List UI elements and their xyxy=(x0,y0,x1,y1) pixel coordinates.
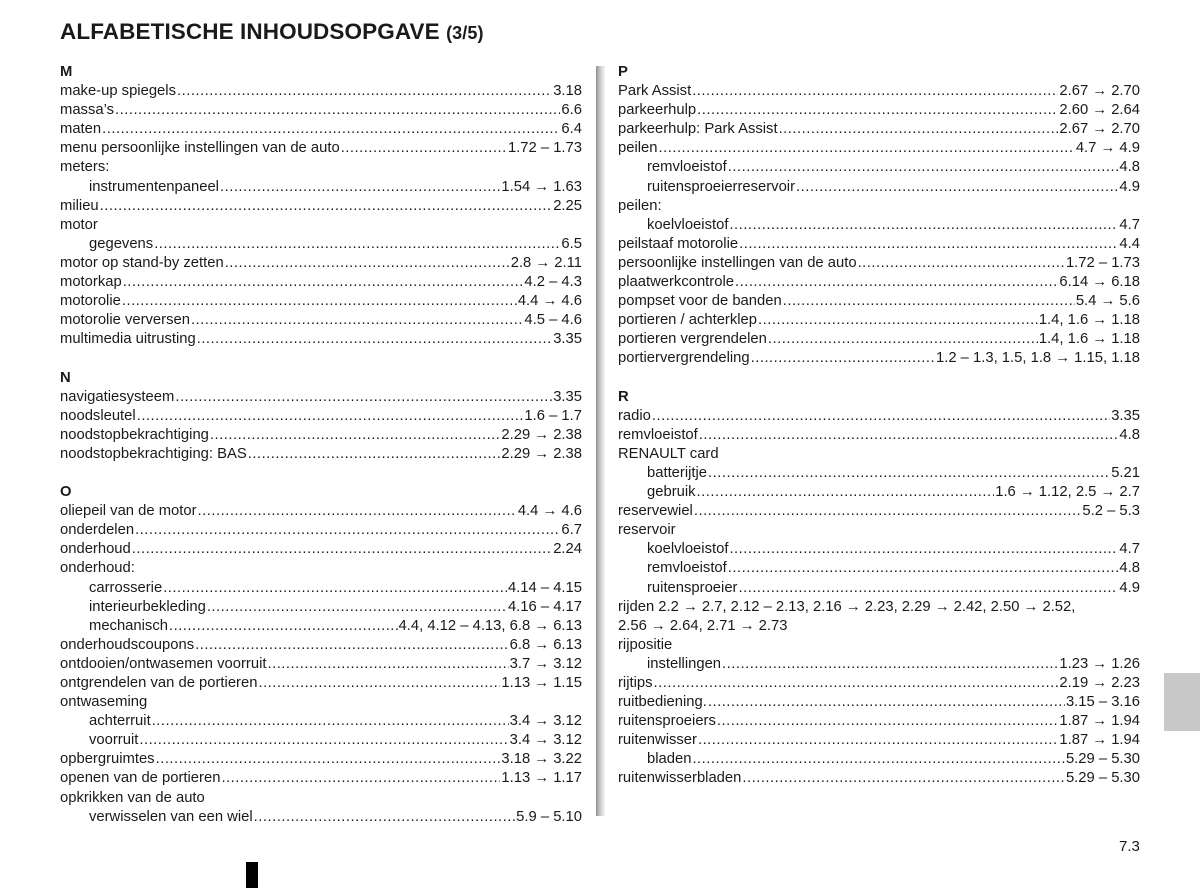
index-entry xyxy=(60,407,582,426)
dot-leader xyxy=(729,216,1118,235)
dot-leader xyxy=(858,254,1065,273)
dot-leader xyxy=(729,540,1118,559)
dot-leader xyxy=(768,330,1038,349)
entry-label: ruitbediening. xyxy=(618,694,707,711)
dot-leader xyxy=(122,292,517,311)
dot-leader xyxy=(697,483,995,502)
page-reference: 4.7 xyxy=(1119,541,1140,558)
page-reference: 6.6 xyxy=(561,102,582,119)
entry-label: motor op stand-by zetten xyxy=(60,254,224,271)
dot-leader xyxy=(139,731,508,750)
index-entry xyxy=(60,273,582,292)
index-subentry xyxy=(618,216,1140,235)
entry-label: portiervergrendeling xyxy=(618,350,750,367)
entry-label: pompset voor de banden xyxy=(618,293,782,310)
index-entry xyxy=(618,502,1140,521)
index-entry xyxy=(60,197,582,216)
entry-label: koelvloeistof xyxy=(647,216,729,233)
entry-label: remvloeistof xyxy=(618,426,698,443)
dot-leader xyxy=(699,426,1119,445)
page-reference: 3.18 → 3.22 xyxy=(501,751,582,768)
dot-leader xyxy=(652,407,1110,426)
page-reference: 4.4 → 4.6 xyxy=(517,503,582,520)
dot-leader xyxy=(102,120,560,139)
page-reference: 3.4 → 3.12 xyxy=(509,713,582,730)
page-reference: 4.7 xyxy=(1119,216,1140,233)
index-subentry xyxy=(60,712,582,731)
section-letter xyxy=(618,388,1140,407)
entry-label: gegevens xyxy=(89,235,154,252)
dot-leader xyxy=(258,674,500,693)
dot-leader xyxy=(728,158,1119,177)
entry-label: make-up spiegels xyxy=(60,83,176,100)
entry-label: carrosserie xyxy=(89,579,163,596)
page-reference: 4.8 xyxy=(1119,560,1140,577)
entry-label: ontgrendelen van de portieren xyxy=(60,675,258,691)
entry-label: gebruik xyxy=(647,484,696,501)
index-heading-entry xyxy=(60,693,582,712)
dot-leader xyxy=(779,120,1059,139)
dot-leader xyxy=(758,311,1038,330)
page-reference: 2.19 → 2.23 xyxy=(1059,675,1140,691)
dot-leader xyxy=(708,464,1110,483)
dot-leader xyxy=(191,311,523,330)
index-subentry xyxy=(618,464,1140,483)
page-reference: 4.7 → 4.9 xyxy=(1075,140,1140,157)
column-divider-shadow xyxy=(596,66,605,816)
dot-leader xyxy=(220,178,500,197)
index-entry xyxy=(60,502,582,521)
dot-leader xyxy=(694,502,1082,521)
dot-leader xyxy=(163,579,507,598)
dot-leader xyxy=(738,579,1118,598)
index-entry xyxy=(618,712,1140,731)
entry-label: remvloeistof xyxy=(647,560,727,577)
index-entry-line: 2.56 → 2.64, 2.71 → 2.73 xyxy=(618,617,788,634)
section-spacer xyxy=(60,349,582,368)
page-reference: 3.35 xyxy=(1111,407,1140,424)
dot-leader xyxy=(728,559,1119,578)
dot-leader xyxy=(267,655,508,674)
page-reference: 2.29 → 2.38 xyxy=(501,426,582,443)
index-heading-entry xyxy=(618,521,1140,540)
entry-label: menu persoonlijke instellingen van de auto xyxy=(60,140,340,157)
index-subentry xyxy=(618,178,1140,197)
entry-label: peilstaaf motorolie xyxy=(618,235,739,252)
entry-label: onderhoudscoupons xyxy=(60,636,195,653)
page-reference: 3.4 → 3.12 xyxy=(509,732,582,749)
entry-label: parkeerhulp xyxy=(618,102,697,119)
index-entry xyxy=(60,330,582,349)
entry-label: motorolie verversen xyxy=(60,312,190,329)
entry-label: onderdelen xyxy=(60,522,135,539)
page-reference: 2.60 → 2.64 xyxy=(1059,102,1140,119)
entry-label: P xyxy=(618,64,628,80)
dot-leader xyxy=(692,82,1058,101)
page-reference: 3.18 xyxy=(553,83,582,100)
entry-label: Park Assist xyxy=(618,83,692,100)
dot-leader xyxy=(717,712,1059,731)
index-subentry xyxy=(60,579,582,598)
dot-leader xyxy=(697,101,1058,120)
index-subentry xyxy=(60,178,582,197)
dot-leader xyxy=(783,292,1075,311)
page-reference: 1.54 → 1.63 xyxy=(501,178,582,195)
dot-leader xyxy=(207,598,507,617)
index-entry xyxy=(618,349,1140,368)
entry-label: RENAULT card xyxy=(618,445,719,462)
index-subentry xyxy=(618,559,1140,578)
index-entry xyxy=(60,540,582,559)
page-reference: 6.14 → 6.18 xyxy=(1059,274,1140,291)
page-reference: 2.24 xyxy=(553,541,582,558)
index-entry xyxy=(618,235,1140,254)
dot-leader xyxy=(248,445,501,464)
entry-label: plaatwerkcontrole xyxy=(618,274,734,291)
entry-label: M xyxy=(60,64,73,80)
dot-leader xyxy=(169,617,398,636)
index-subentry xyxy=(60,808,582,827)
page-title-text: ALFABETISCHE INHOUDSOPGAVE xyxy=(60,19,440,44)
entry-label: reservoir xyxy=(618,522,676,539)
dot-leader xyxy=(742,769,1065,788)
index-heading-entry xyxy=(60,559,582,578)
dot-leader xyxy=(341,139,507,158)
page-reference: 1.13 → 1.15 xyxy=(501,675,582,691)
index-subentry xyxy=(618,158,1140,177)
page-title xyxy=(60,19,484,45)
page-reference: 3.7 → 3.12 xyxy=(509,655,582,672)
page-reference: 6.7 xyxy=(561,522,582,539)
entry-label: portieren / achterklep xyxy=(618,312,758,329)
page-reference: 4.4 → 4.6 xyxy=(517,293,582,310)
index-entry xyxy=(60,769,582,788)
entry-label: radio xyxy=(618,407,651,424)
entry-label: bladen xyxy=(647,751,692,768)
page-reference: 4.8 xyxy=(1119,426,1140,443)
section-letter xyxy=(618,63,1140,82)
page-reference: 3.35 xyxy=(553,388,582,405)
entry-label: opbergruimtes xyxy=(60,751,155,768)
dot-leader xyxy=(197,330,552,349)
page-reference: 1.4, 1.6 → 1.18 xyxy=(1038,331,1140,348)
entry-label: rijtips xyxy=(618,675,653,691)
index-entry xyxy=(618,731,1140,750)
dot-leader xyxy=(654,674,1059,693)
entry-label: ruitenwisser xyxy=(618,732,697,749)
dot-leader xyxy=(751,349,935,368)
entry-label: ruitensproeier xyxy=(647,579,738,596)
page-reference: 2.8 → 2.11 xyxy=(510,254,582,271)
index-heading-entry xyxy=(618,636,1140,655)
index-entry xyxy=(618,292,1140,311)
page-reference: 4.4, 4.12 – 4.13, 6.8 → 6.13 xyxy=(398,617,582,634)
index-subentry xyxy=(60,235,582,254)
page-reference: 1.4, 1.6 → 1.18 xyxy=(1038,312,1140,329)
index-entry xyxy=(60,82,582,101)
index-entry xyxy=(60,521,582,540)
page-reference: 2.67 → 2.70 xyxy=(1059,121,1140,138)
entry-label: mechanisch xyxy=(89,617,168,634)
entry-label: O xyxy=(60,484,72,501)
page-reference: 4.8 xyxy=(1119,159,1140,176)
entry-label: reservewiel xyxy=(618,503,693,520)
entry-label: persoonlijke instellingen van de auto xyxy=(618,254,857,271)
index-heading-entry xyxy=(60,216,582,235)
page-reference: 6.8 → 6.13 xyxy=(509,636,582,653)
entry-label: noodstopbekrachtiging xyxy=(60,426,209,443)
index-subentry xyxy=(618,540,1140,559)
index-entry xyxy=(618,82,1140,101)
page-reference: 4.16 – 4.17 xyxy=(507,598,582,615)
entry-label: voorruit xyxy=(89,732,139,749)
index-entry xyxy=(60,292,582,311)
index-entry xyxy=(618,311,1140,330)
index-entry xyxy=(60,120,582,139)
entry-label: verwisselen van een wiel xyxy=(89,808,253,825)
section-letter xyxy=(60,369,582,388)
page-reference: 4.5 – 4.6 xyxy=(524,312,582,329)
index-entry xyxy=(60,674,582,693)
index-column-right xyxy=(618,63,1140,789)
index-entry xyxy=(60,101,582,120)
entry-label: parkeerhulp: Park Assist xyxy=(618,121,778,138)
index-subentry xyxy=(60,731,582,750)
dot-leader xyxy=(198,502,517,521)
entry-label: portieren vergrendelen xyxy=(618,331,767,348)
entry-label: ontdooien/ontwasemen voorruit xyxy=(60,655,267,672)
entry-label: navigatiesysteem xyxy=(60,388,175,405)
page-reference: 1.87 → 1.94 xyxy=(1059,732,1140,749)
dot-leader xyxy=(132,540,552,559)
entry-label: ontwaseming xyxy=(60,694,148,711)
entry-label: ruitensproeierreservoir xyxy=(647,178,796,195)
index-entry xyxy=(618,769,1140,788)
entry-label: peilen: xyxy=(618,197,662,214)
index-subentry xyxy=(60,617,582,636)
dot-leader xyxy=(254,808,516,827)
page-reference: 1.6 – 1.7 xyxy=(524,407,582,424)
section-letter xyxy=(60,63,582,82)
dot-leader xyxy=(152,712,509,731)
index-entry xyxy=(618,273,1140,292)
dot-leader xyxy=(708,693,1065,712)
index-entry xyxy=(60,426,582,445)
dot-leader xyxy=(698,731,1058,750)
index-entry xyxy=(618,407,1140,426)
entry-label: opkrikken van de auto xyxy=(60,789,205,806)
entry-label: peilen xyxy=(618,140,658,157)
dot-leader xyxy=(135,521,560,540)
dot-leader xyxy=(796,178,1118,197)
index-column-left xyxy=(60,63,582,827)
index-entry xyxy=(618,330,1140,349)
index-entry xyxy=(618,254,1140,273)
entry-label: noodstopbekrachtiging: BAS xyxy=(60,445,247,462)
index-entry xyxy=(618,674,1140,693)
entry-label: oliepeil van de motor xyxy=(60,503,197,520)
page-reference: 6.4 xyxy=(561,121,582,138)
page-reference: 1.72 – 1.73 xyxy=(507,140,582,157)
page-reference: 5.9 – 5.10 xyxy=(516,808,582,825)
entry-label: remvloeistof xyxy=(647,159,727,176)
page-reference: 3.35 xyxy=(553,331,582,348)
section-spacer xyxy=(618,369,1140,388)
entry-label: koelvloeistof xyxy=(647,541,729,558)
entry-label: instrumentenpaneel xyxy=(89,178,219,195)
entry-label: onderhoud: xyxy=(60,560,135,577)
dot-leader xyxy=(659,139,1075,158)
page-reference: 1.87 → 1.94 xyxy=(1059,713,1140,730)
index-entry xyxy=(60,636,582,655)
entry-label: N xyxy=(60,369,71,386)
section-letter xyxy=(60,483,582,502)
page-reference: 2.67 → 2.70 xyxy=(1059,83,1140,100)
dot-leader xyxy=(735,273,1058,292)
index-subentry xyxy=(618,750,1140,769)
entry-label: rijpositie xyxy=(618,636,673,653)
page-reference: 5.4 → 5.6 xyxy=(1075,293,1140,310)
page-reference: 1.72 – 1.73 xyxy=(1065,254,1140,271)
section-spacer xyxy=(60,464,582,483)
page-reference: 1.2 – 1.3, 1.5, 1.8 → 1.15, 1.18 xyxy=(935,350,1140,367)
index-entry xyxy=(618,139,1140,158)
index-entry xyxy=(618,693,1140,712)
page-reference: 3.15 – 3.16 xyxy=(1065,694,1140,711)
page-reference: 1.23 → 1.26 xyxy=(1059,655,1140,672)
page-reference: 4.2 – 4.3 xyxy=(524,274,582,291)
index-entry xyxy=(60,388,582,407)
index-heading-entry xyxy=(60,158,582,177)
page-reference: 5.21 xyxy=(1111,464,1140,481)
entry-label: ruitenwisserbladen xyxy=(618,770,742,787)
entry-label: maten xyxy=(60,121,102,138)
entry-label: motor xyxy=(60,216,98,233)
entry-label: milieu xyxy=(60,197,99,214)
index-subentry xyxy=(618,579,1140,598)
index-subentry xyxy=(60,598,582,617)
page-reference: 2.25 xyxy=(553,197,582,214)
dot-leader xyxy=(100,197,553,216)
entry-label: batterijtje xyxy=(647,464,708,481)
dot-leader xyxy=(692,750,1065,769)
index-subentry xyxy=(618,655,1140,674)
page-reference: 5.2 – 5.3 xyxy=(1082,503,1140,520)
page-reference: 4.9 xyxy=(1119,178,1140,195)
page-reference: 4.9 xyxy=(1119,579,1140,596)
entry-label: instellingen xyxy=(647,655,722,672)
page-reference: 1.6 → 1.12, 2.5 → 2.7 xyxy=(995,484,1140,501)
dot-leader xyxy=(195,636,509,655)
dot-leader xyxy=(154,235,560,254)
dot-leader xyxy=(739,235,1118,254)
index-heading-entry xyxy=(60,789,582,808)
entry-label: interieurbekleding xyxy=(89,598,206,615)
index-entry-line: rijden 2.2 → 2.7, 2.12 – 2.13, 2.16 → 2.23, 2.29 → 2.42, 2.50 → 2.52, xyxy=(618,598,1076,615)
chapter-tab xyxy=(1164,673,1200,731)
dot-leader xyxy=(722,655,1058,674)
page-number: 7.3 xyxy=(1119,838,1140,855)
dot-leader xyxy=(210,426,500,445)
entry-label: openen van de portieren xyxy=(60,770,221,787)
index-entry xyxy=(60,655,582,674)
index-subentry xyxy=(618,483,1140,502)
page-reference: 4.14 – 4.15 xyxy=(507,579,582,596)
entry-label: multimedia uitrusting xyxy=(60,331,196,348)
dot-leader xyxy=(156,750,501,769)
entry-label: motorolie xyxy=(60,293,121,310)
dot-leader xyxy=(175,388,552,407)
page-title-part: (3/5) xyxy=(446,23,484,43)
entry-label: achterruit xyxy=(89,713,151,730)
page-reference: 5.29 – 5.30 xyxy=(1065,770,1140,787)
index-heading-entry xyxy=(618,197,1140,216)
index-entry xyxy=(60,750,582,769)
page-reference: 1.13 → 1.17 xyxy=(501,770,582,787)
dot-leader xyxy=(177,82,552,101)
index-entry xyxy=(60,445,582,464)
entry-label: ruitensproeiers xyxy=(618,713,716,730)
dot-leader xyxy=(221,769,500,788)
index-entry xyxy=(60,139,582,158)
entry-label: R xyxy=(618,388,629,405)
index-entry xyxy=(618,101,1140,120)
dot-leader xyxy=(225,254,510,273)
page-reference: 2.29 → 2.38 xyxy=(501,445,582,462)
dot-leader xyxy=(137,407,524,426)
index-entry xyxy=(60,254,582,273)
page-reference: 5.29 – 5.30 xyxy=(1065,751,1140,768)
entry-label: meters: xyxy=(60,159,110,176)
page-reference: 4.4 xyxy=(1119,235,1140,252)
page-reference: 6.5 xyxy=(561,235,582,252)
index-heading-entry xyxy=(618,445,1140,464)
index-entry xyxy=(618,426,1140,445)
crop-mark xyxy=(246,862,258,888)
entry-label: massa’s xyxy=(60,102,114,119)
index-entry xyxy=(60,311,582,330)
dot-leader xyxy=(115,101,560,120)
entry-label: onderhoud xyxy=(60,541,131,558)
dot-leader xyxy=(123,273,524,292)
entry-label: noodsleutel xyxy=(60,407,136,424)
entry-label: motorkap xyxy=(60,274,122,291)
index-entry xyxy=(618,120,1140,139)
